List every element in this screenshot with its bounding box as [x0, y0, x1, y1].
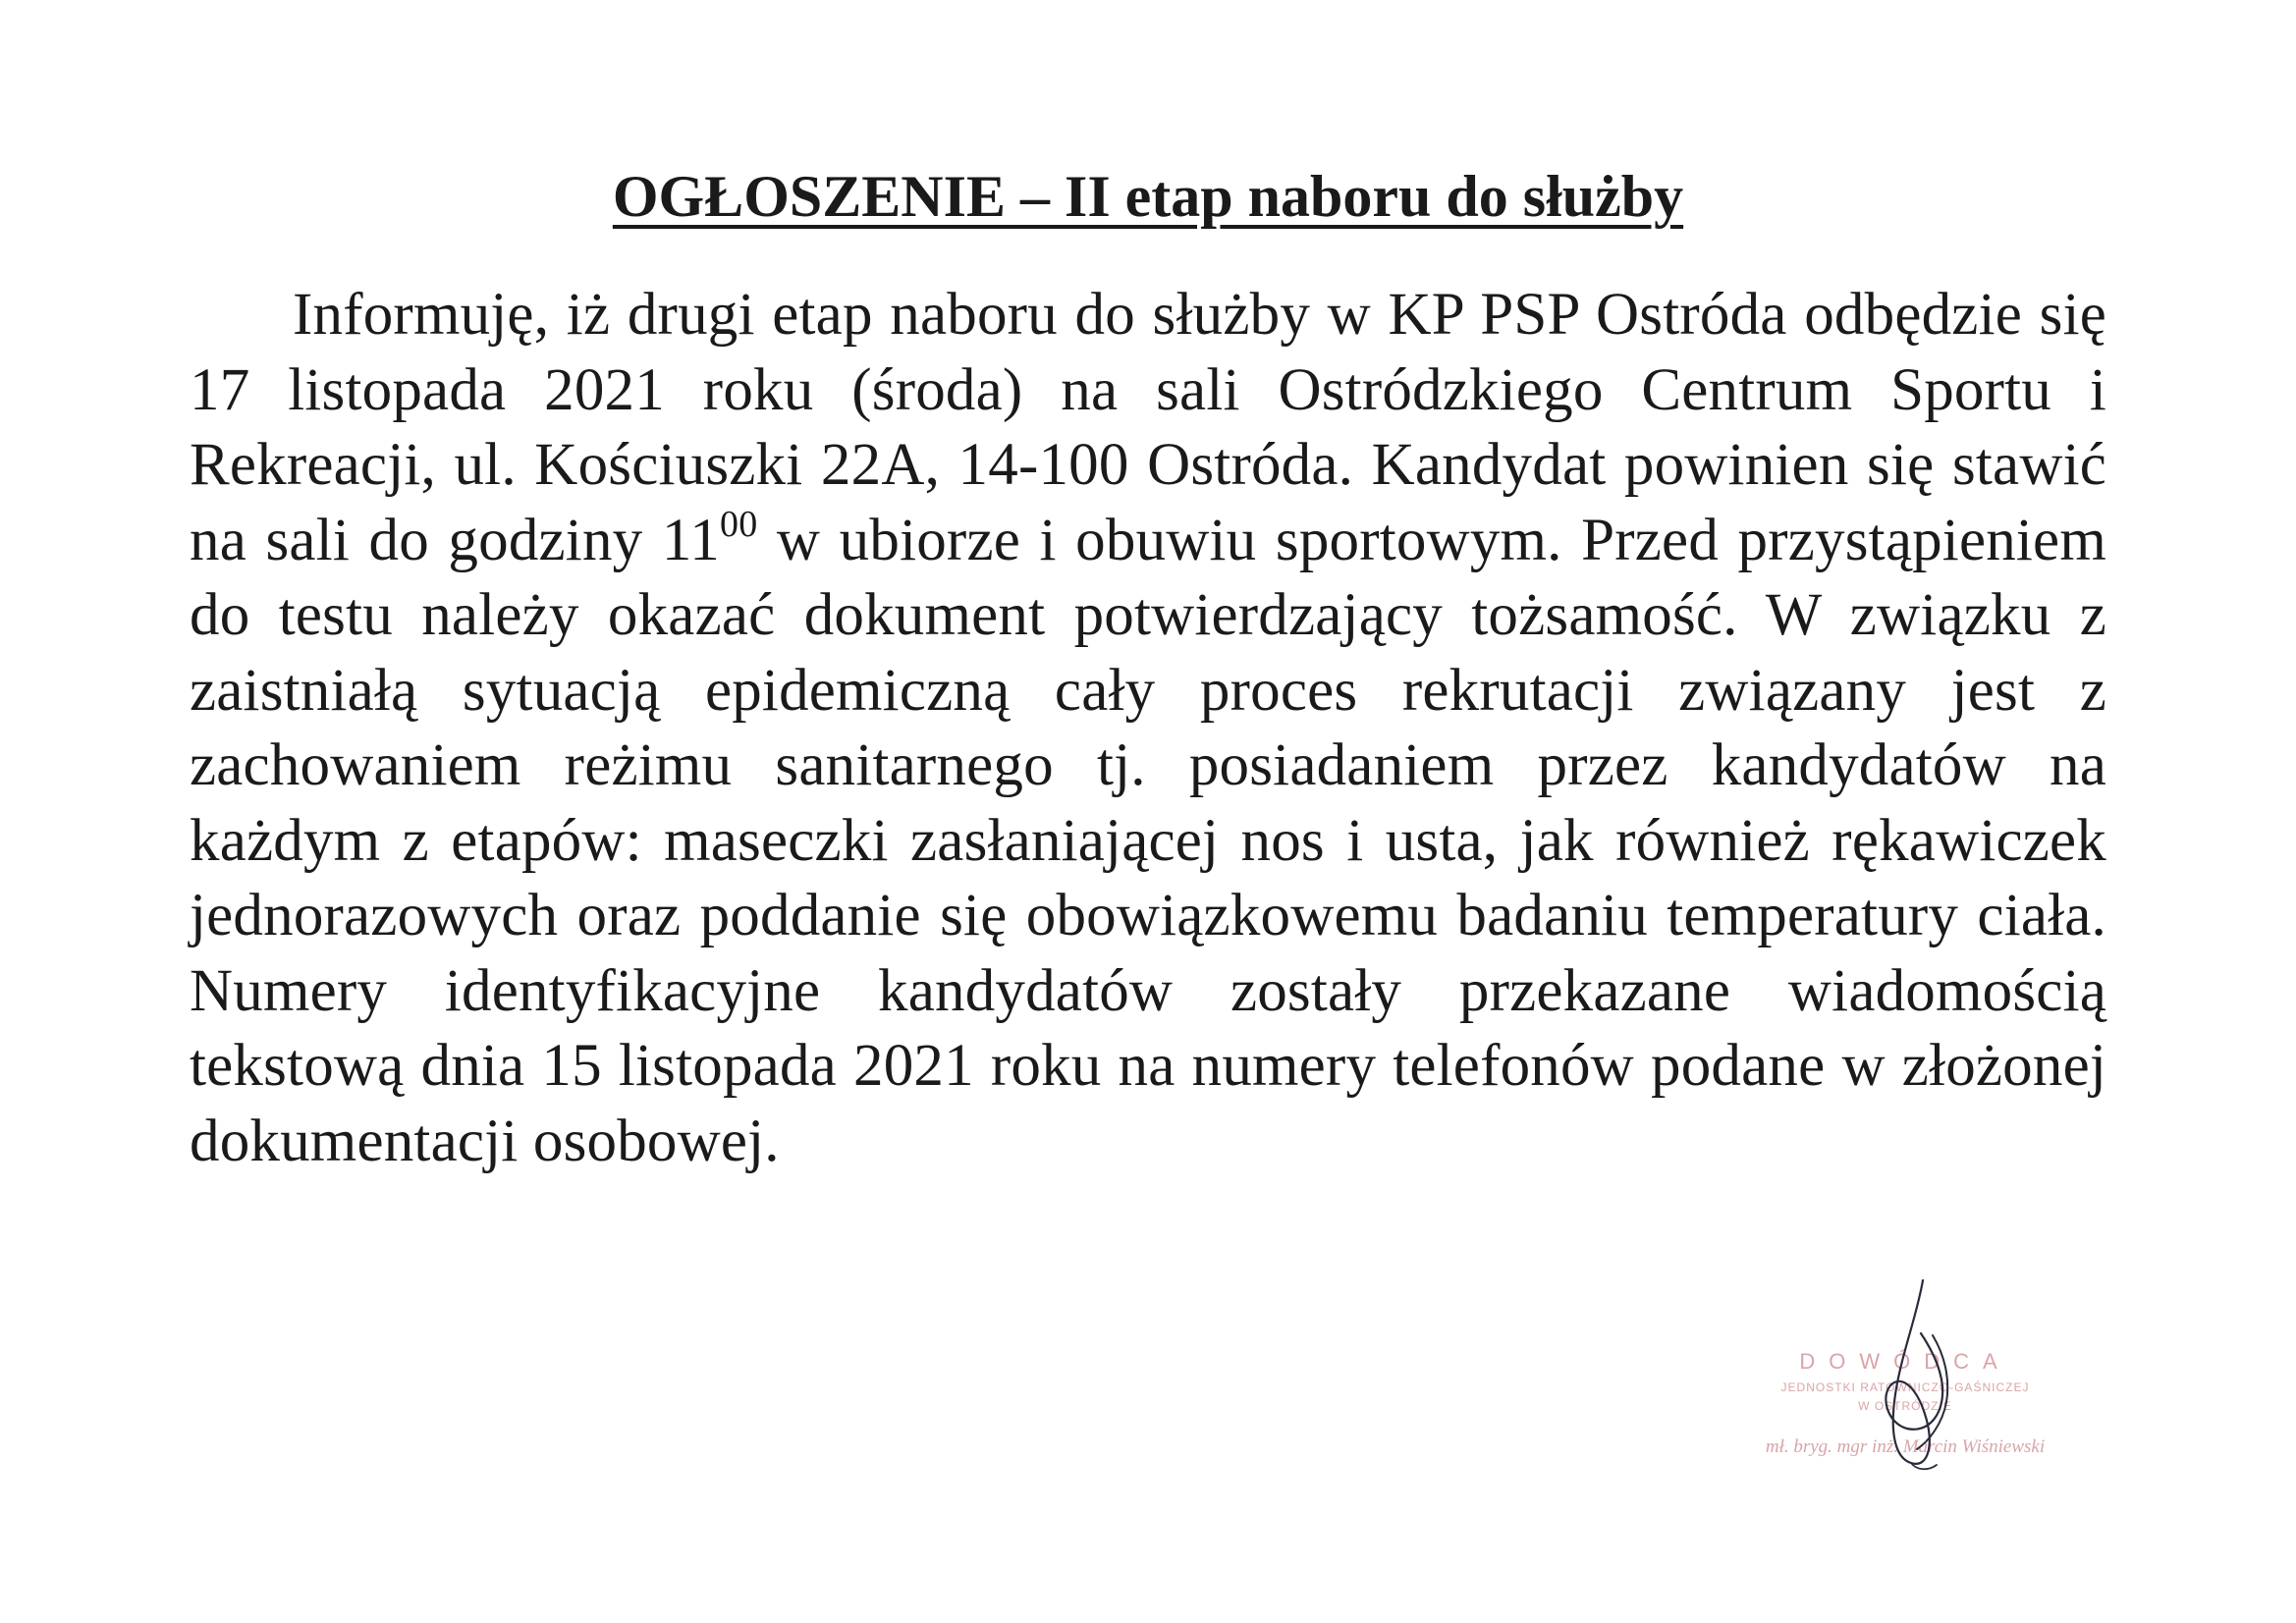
body-text-part-1: Informuję, iż drugi etap naboru do służby w KP PSP Ostróda odbędzie się 17 listopada 2021 roku (środa) na sali Ostródzkiego Centrum Sportu i Rekreacji, ul. Kościuszki 22A, 14-100 Ostróda. Kandydat powinien się stawić na sali do godziny 11 — [190, 282, 2106, 573]
handwritten-signature — [1827, 1276, 1984, 1473]
stamp-name: mł. bryg. mgr inż. Marcin Wiśniewski — [1765, 1436, 2046, 1457]
stamp-title: DOWÓDCA — [1799, 1349, 2011, 1374]
time-superscript: 00 — [720, 503, 758, 545]
stamp-unit: JEDNOSTKI RATOWNICZO-GAŚNICZEJ — [1780, 1380, 2030, 1394]
signature-stroke-main — [1886, 1280, 1942, 1464]
body-text-part-2: w ubiorze i obuwiu sportowym. Przed przystąpieniem do testu należy okazać dokument potwierdzający tożsamość. W związku z zaistniałą sytuacją epidemiczną cały proces rekrutacji związany jest z zachowaniem reżimu sanitarnego tj. posiadaniem przez kandydatów na każdym z etapów: maseczki zasłaniającej nos i usta, jak również rękawiczek jednorazowych oraz poddanie się obowiązkowemu badaniu temperatury ciała. Numery identyfikacyjne kandydatów zostały przekazane wiadomością tekstową dnia 15 listopada 2021 roku na numery telefonów podane w złożonej dokumentacji osobowej. — [190, 507, 2106, 1174]
stamp-place: W OSTRÓDZIE — [1858, 1399, 1952, 1413]
announcement-body — [190, 278, 2106, 1179]
announcement-title: OGŁOSZENIE – II etap naboru do służby — [612, 164, 1684, 229]
